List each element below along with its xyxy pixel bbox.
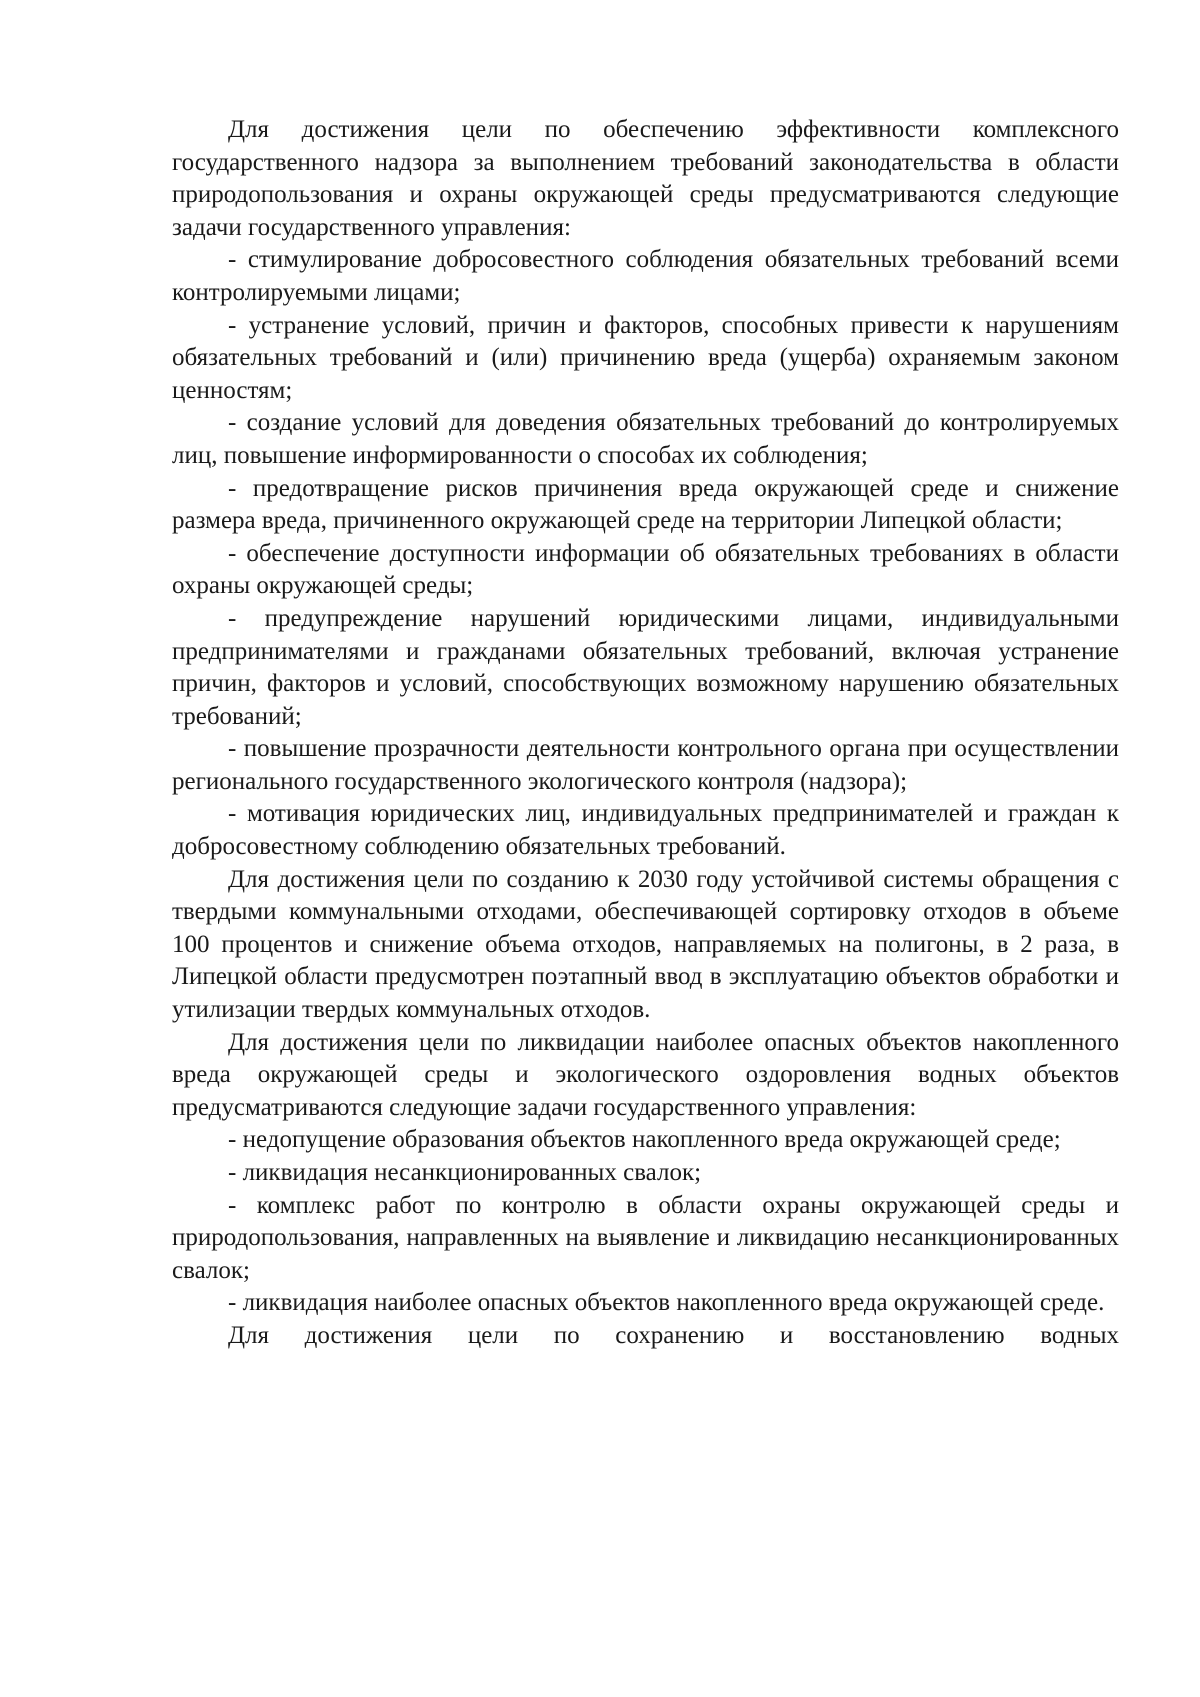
list-item-dangerous-objects: - ликвидация наиболее опасных объектов накопленного вреда окружающей среде.: [228, 1289, 1105, 1317]
paragraph-water-objects: Для достижения цели по сохранению и восстановлению водных: [228, 1321, 1119, 1349]
list-item-violation-prevention: - предупреждение нарушений юридическими лицами, индивидуальными предпринимателями и гражданами обязательных требований, включая устранение причин, факторов и условий, способствующих возможному нарушению обязательных требований;: [172, 604, 1119, 730]
list-item-conditions: - создание условий для доведения обязательных требований до контролируемых лиц, повышение информированности о способах их соблюдения;: [172, 409, 1119, 469]
list-item-stimulation: - стимулирование добросовестного соблюдения обязательных требований всеми контролируемыми лицами;: [172, 246, 1119, 306]
list-item-dump-liquidation: - ликвидация несанкционированных свалок;: [228, 1159, 702, 1186]
list-item-transparency: - повышение прозрачности деятельности контрольного органа при осуществлении регионального государственного экологического контроля (надзора);: [172, 735, 1119, 795]
paragraph-waste-system: Для достижения цели по созданию к 2030 году устойчивой системы обращения с твердыми коммунальными отходами, обеспечивающей сортировку отходов в объеме 100 процентов и снижение объема отходов, направляемых на полигоны, в 2 раза, в Липецкой области предусмотрен поэтапный ввод в эксплуатацию объектов обработки и утилизации твердых коммунальных отходов.: [172, 865, 1119, 1024]
list-item-risk-prevention: - предотвращение рисков причинения вреда окружающей среде и снижение размера вреда, причиненного окружающей среде на территории Липецкой области;: [172, 474, 1119, 535]
list-item-motivation: - мотивация юридических лиц, индивидуальных предпринимателей и граждан к добросовестному соблюдению обязательных требований.: [172, 800, 1119, 861]
list-item-control-works: - комплекс работ по контролю в области охраны окружающей среды и природопользования, направленных на выявление и ликвидацию несанкционированных свалок;: [172, 1191, 1119, 1284]
list-item-elimination: - устранение условий, причин и факторов, способных привести к нарушениям обязательных требований и (или) причинению вреда (ущерба) охраняемым законом ценностям;: [172, 311, 1119, 404]
list-item-information-access: - обеспечение доступности информации об обязательных требованиях в области охраны окружающей среды;: [172, 539, 1119, 600]
list-item-harm-prevention: - недопущение образования объектов накопленного вреда окружающей среде;: [228, 1126, 1061, 1154]
paragraph-goals-intro: Для достижения цели по обеспечению эффективности комплексного государственного надзора за выполнением требований законодательства в области природопользования и охраны окружающей среды предусматриваются следующие задачи государственного управления:: [172, 116, 1119, 241]
document-body: [172, 114, 1119, 1353]
paragraph-accumulated-harm: Для достижения цели по ликвидации наиболее опасных объектов накопленного вреда окружающей среды и экологического оздоровления водных объектов предусматриваются следующие задачи государственного управления:: [172, 1028, 1119, 1121]
